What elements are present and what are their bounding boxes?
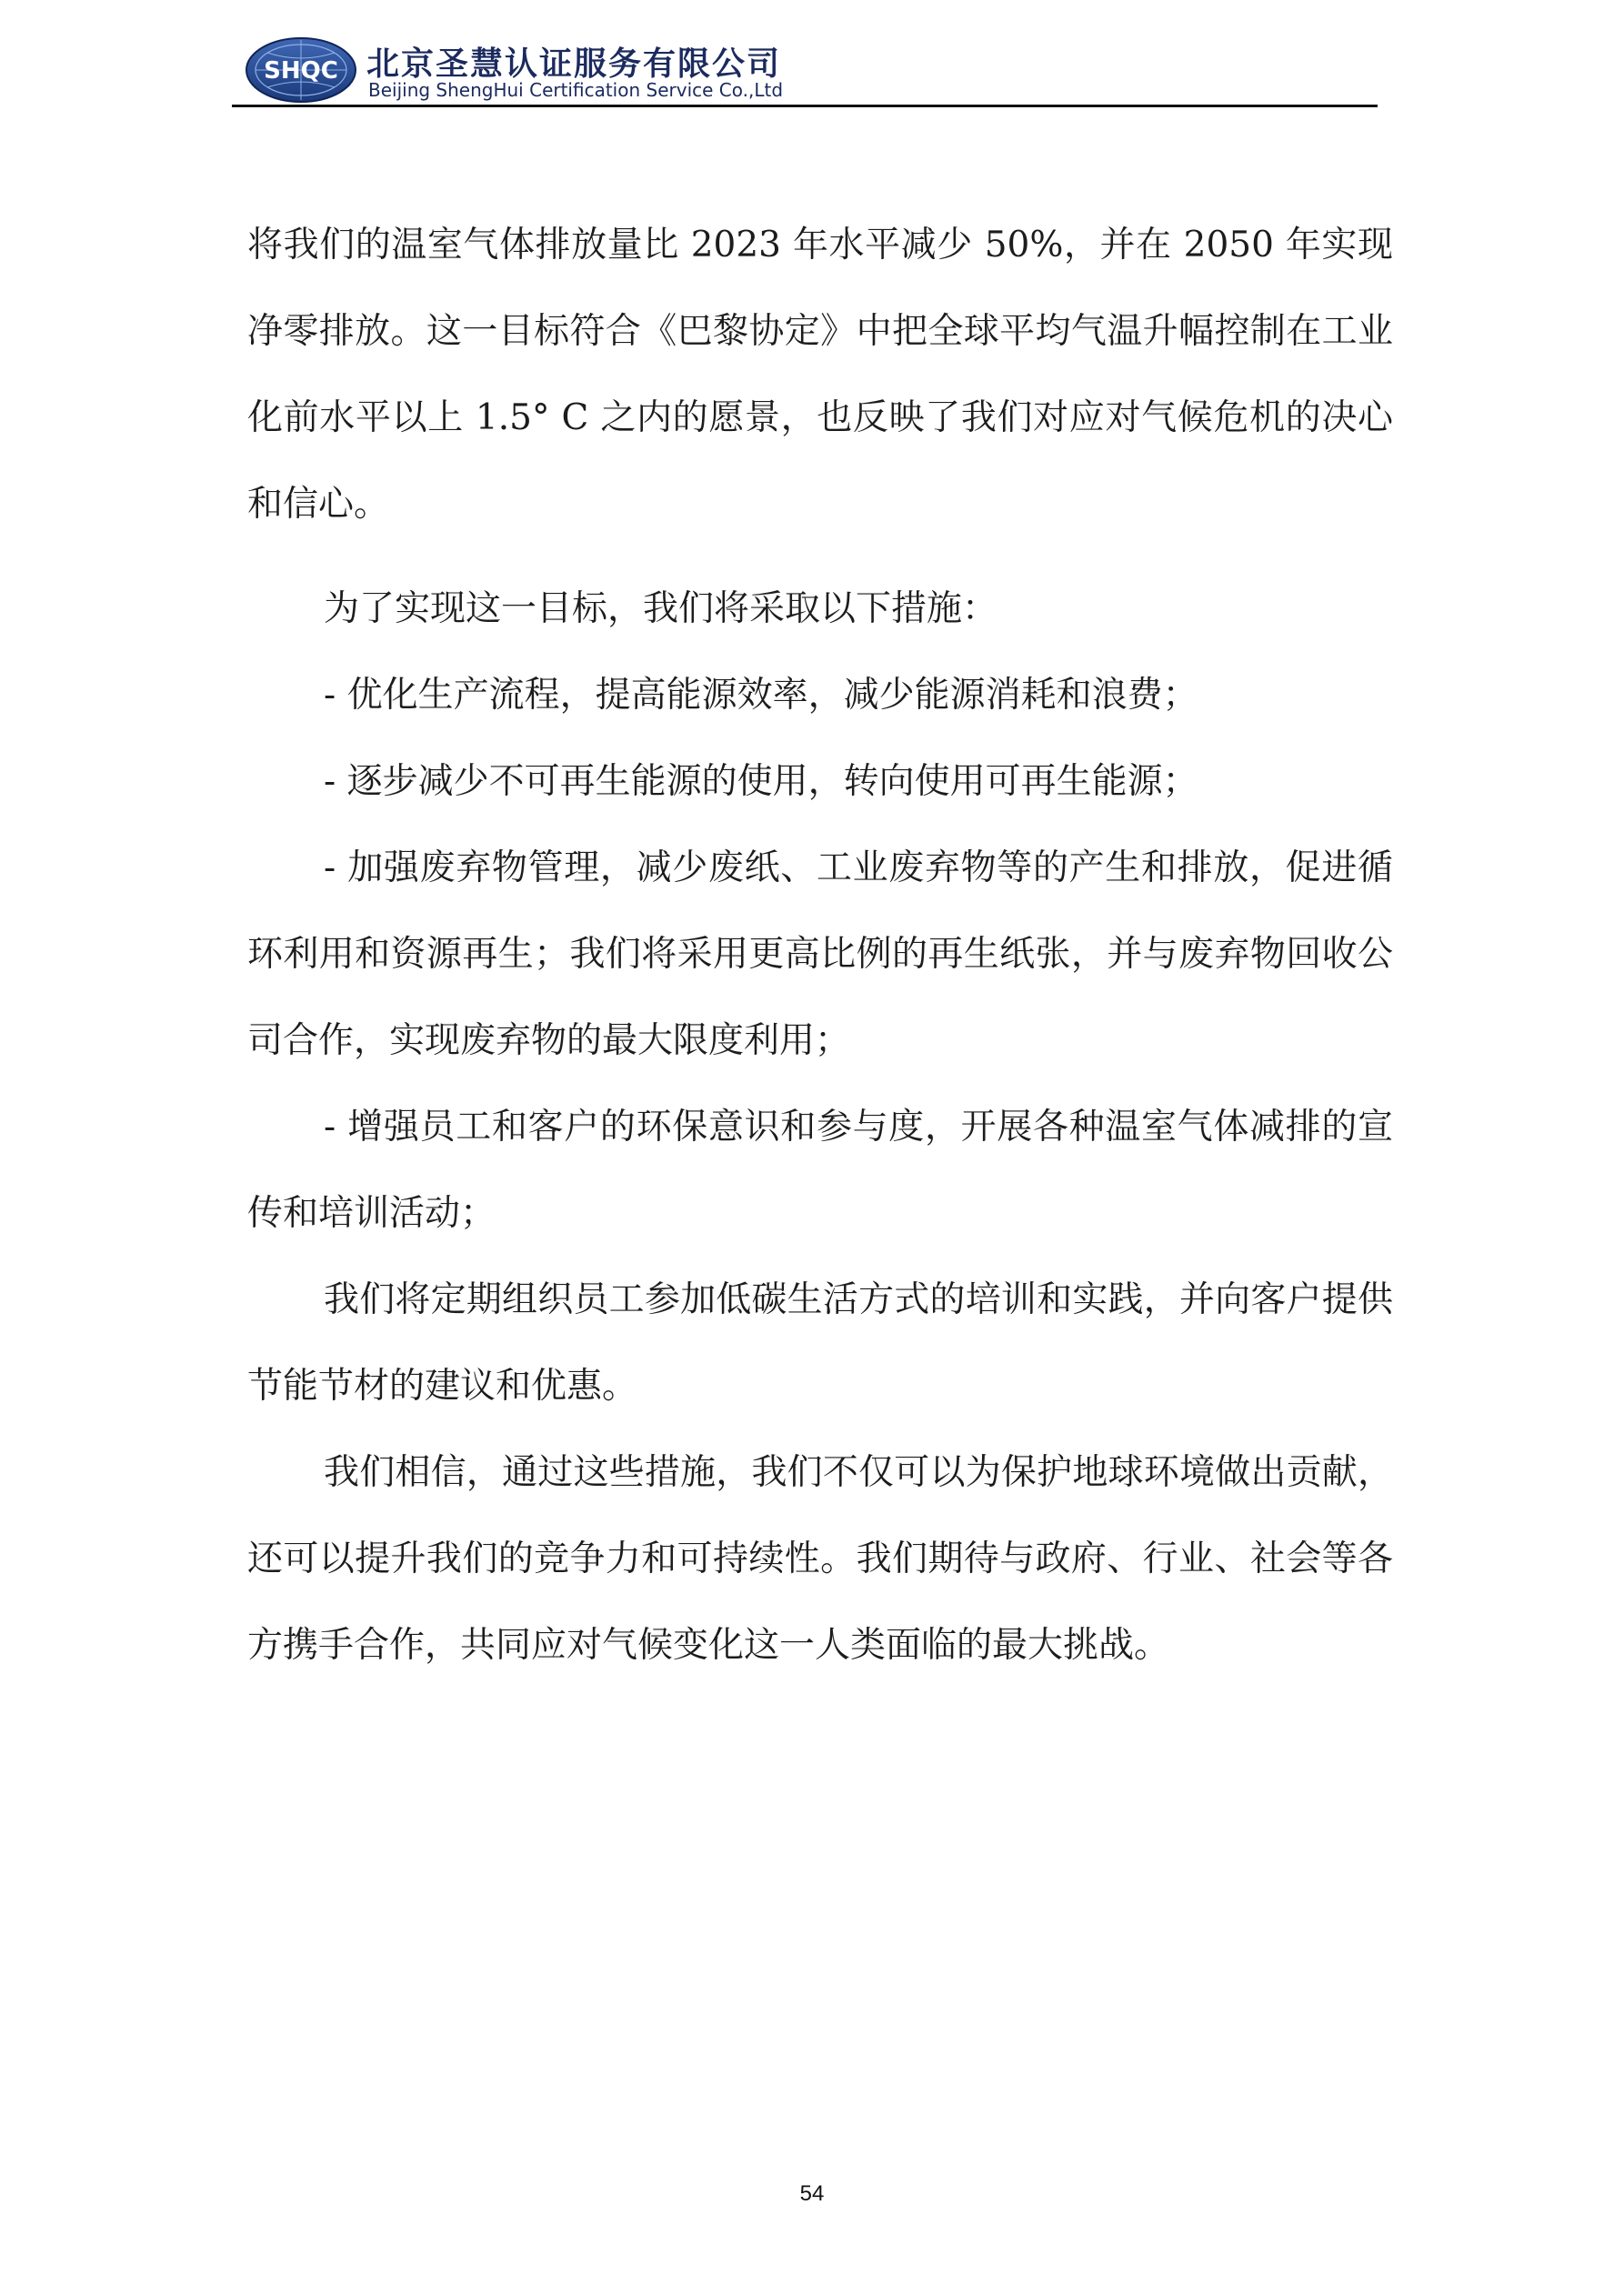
list-item-efficiency: - 优化生产流程，提高能源效率，减少能源消耗和浪费； <box>324 675 1198 716</box>
shqc-logo <box>245 36 357 104</box>
body-text <box>247 202 1393 1689</box>
list-item-waste: - 加强废弃物管理，减少废纸、工业废弃物等的产生和排放，促进循环利用和资源再生；我们将采用更高比例的再生纸张，并与废弃物回收公司合作，实现废弃物的最大限度利用； <box>247 847 1393 1061</box>
paragraph-measures-intro: 为了实现这一目标，我们将采取以下措施： <box>324 588 998 629</box>
paragraph-training: 我们将定期组织员工参加低碳生活方式的培训和实践，并向客户提供节能节材的建议和优惠。 <box>247 1279 1393 1407</box>
company-name-en: Beijing ShengHui Certification Service Co.,Ltd <box>368 79 784 101</box>
paragraph-target: 将我们的温室气体排放量比 2023 年水平减少 50%，并在 2050 年实现净零排放。这一目标符合《巴黎协定》中把全球平均气温升幅控制在工业化前水平以上 1.5° C 之内的愿景，也反映了我们对应对气候危机的决心和信心。 <box>247 225 1393 525</box>
svg-text:SHQC: SHQC <box>264 57 338 85</box>
page-header <box>232 35 1378 107</box>
company-name-cn: 北京圣慧认证服务有限公司 <box>366 45 782 83</box>
header-rule <box>232 105 1378 107</box>
list-item-awareness: - 增强员工和客户的环保意识和参与度，开展各种温室气体减排的宣传和培训活动； <box>247 1107 1393 1234</box>
list-item-renewable: - 逐步减少不可再生能源的使用，转向使用可再生能源； <box>324 761 1198 802</box>
page-number: 54 <box>799 2181 825 2206</box>
paragraph-conclusion: 我们相信，通过这些措施，我们不仅可以为保护地球环境做出贡献，还可以提升我们的竞争力和可持续性。我们期待与政府、行业、社会等各方携手合作，共同应对气候变化这一人类面临的最大挑战。 <box>247 1452 1393 1666</box>
